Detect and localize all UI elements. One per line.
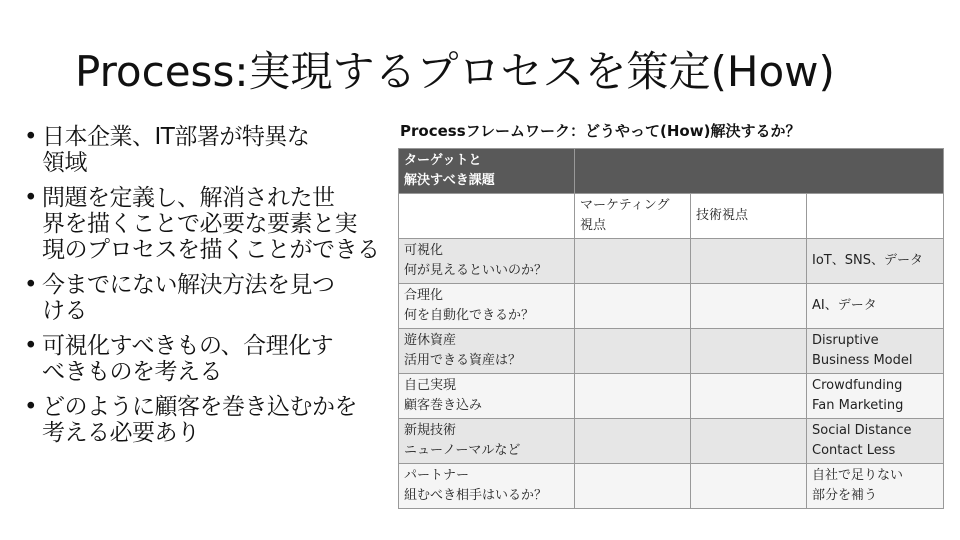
table-cell-empty xyxy=(575,419,691,464)
row-label-line: 何を自動化できるか？ xyxy=(404,308,535,323)
bullet-text-line: 領域 xyxy=(42,150,87,176)
table-cell-empty xyxy=(575,239,691,284)
bullet-list xyxy=(22,124,387,455)
row-label-line: 遊休資産 xyxy=(404,333,457,348)
row-example-cell xyxy=(807,329,944,374)
bullet-text-line: 今までにない解決方法を見つ xyxy=(42,272,335,298)
bullet-marker: • xyxy=(24,185,38,211)
bullet-text-line: 可視化すべきもの、合理化す xyxy=(42,333,334,359)
row-example-line: Contact Less xyxy=(812,443,896,458)
bullet-text-line: ける xyxy=(42,298,87,324)
bullet-text-line: 日本企業、IT部署が特異な xyxy=(42,124,310,150)
row-label-cell xyxy=(399,419,575,464)
subheader-line: 技術視点 xyxy=(696,208,749,223)
row-example-line: Business Model xyxy=(812,353,913,368)
row-example-cell xyxy=(807,464,944,509)
table-cell-empty xyxy=(691,329,807,374)
table-cell-empty xyxy=(691,419,807,464)
row-label-line: 自己実現 xyxy=(404,378,457,393)
row-label-line: ニューノーマルなど xyxy=(404,443,521,458)
subheader-line: マーケティング xyxy=(580,198,670,213)
subheader-cell-empty xyxy=(399,194,575,239)
table-header-row xyxy=(399,149,944,194)
row-example-cell xyxy=(807,284,944,329)
table-cell-empty xyxy=(691,239,807,284)
bullet-text-line: べきものを考える xyxy=(42,359,222,385)
header-line: 解決すべき課題 xyxy=(404,173,495,188)
table-cell-empty xyxy=(575,329,691,374)
row-label-line: パートナー xyxy=(404,468,470,483)
row-label-line: 活用できる資産は？ xyxy=(404,353,522,368)
row-example-line: AI、データ xyxy=(812,298,877,313)
row-label-cell xyxy=(399,329,575,374)
row-example-cell xyxy=(807,374,944,419)
header-cell xyxy=(399,149,575,194)
bullet-marker: • xyxy=(24,124,38,150)
bullet-item xyxy=(22,272,387,324)
row-example-line: Crowdfunding xyxy=(812,378,903,393)
bullet-marker: • xyxy=(24,272,38,298)
bullet-item xyxy=(22,185,387,263)
row-label-cell xyxy=(399,239,575,284)
header-line: ターゲットと xyxy=(404,153,482,168)
process-framework-table xyxy=(398,148,944,509)
slide-title: Process:実現するプロセスを策定(How) xyxy=(75,47,835,96)
row-example-line: Disruptive xyxy=(812,333,879,348)
table-cell-empty xyxy=(575,374,691,419)
table-row xyxy=(399,464,944,509)
bullet-text-line: 界を描くことで必要な要素と実 xyxy=(42,211,357,237)
bullet-item xyxy=(22,124,387,176)
bullet-item xyxy=(22,333,387,385)
row-label-line: 組むべき相手はいるか？ xyxy=(404,488,548,503)
subheader-line: 視点 xyxy=(580,218,607,233)
row-example-cell xyxy=(807,419,944,464)
row-label-line: 新規技術 xyxy=(404,423,457,438)
table-cell-empty xyxy=(691,464,807,509)
bullet-text-line: 現のプロセスを描くことができる xyxy=(42,237,380,263)
subheader-cell-technology xyxy=(691,194,807,239)
row-example-line: 部分を補う xyxy=(812,488,878,503)
bullet-text-line: どのように顧客を巻き込むかを xyxy=(42,394,357,420)
header-cell-empty xyxy=(575,149,944,194)
table-cell-empty xyxy=(575,284,691,329)
row-label-line: 顧客巻き込み xyxy=(404,398,483,413)
row-example-line: Fan Marketing xyxy=(812,398,904,413)
table-subheader-row xyxy=(399,194,944,239)
table-caption: Processフレームワーク：どうやって(How)解決するか？ xyxy=(400,122,801,140)
row-example-line: Social Distance xyxy=(812,423,912,438)
table-row xyxy=(399,419,944,464)
row-label-cell xyxy=(399,464,575,509)
row-example-cell xyxy=(807,239,944,284)
table-row xyxy=(399,239,944,284)
subheader-cell-empty xyxy=(807,194,944,239)
table-cell-empty xyxy=(575,464,691,509)
row-example-line: 自社で足りない xyxy=(812,468,904,483)
table-row xyxy=(399,374,944,419)
bullet-item xyxy=(22,394,387,446)
row-example-line: IoT、SNS、データ xyxy=(812,253,923,268)
bullet-marker: • xyxy=(24,394,38,420)
table-cell-empty xyxy=(691,374,807,419)
row-label-line: 何が見えるといいのか？ xyxy=(404,263,548,278)
table-cell-empty xyxy=(691,284,807,329)
bullet-text-line: 問題を定義し、解消された世 xyxy=(42,185,335,211)
table-row xyxy=(399,284,944,329)
row-label-cell xyxy=(399,374,575,419)
row-label-line: 可視化 xyxy=(404,243,444,258)
row-label-line: 合理化 xyxy=(404,288,444,303)
bullet-text-line: 考える必要あり xyxy=(42,420,200,446)
subheader-cell-marketing xyxy=(575,194,691,239)
table-row xyxy=(399,329,944,374)
row-label-cell xyxy=(399,284,575,329)
bullet-marker: • xyxy=(24,333,38,359)
